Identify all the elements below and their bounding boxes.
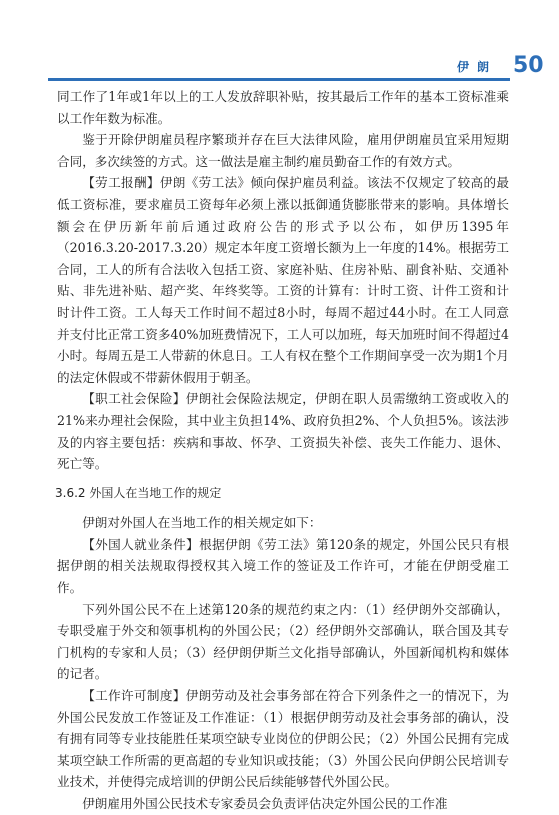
paragraph-short-term-contract: 鉴于开除伊朗雇员程序繁琐并存在巨大法律风险，雇用伊朗雇员宜采用短期合同，多次续签的方式。这一做法是雇主制约雇员勤奋工作的有效方式。 (57, 132, 509, 169)
paragraph-continuation: 同工作了1年或1年以上的工人发放辞职补贴，按其最后工作年的基本工资标准乘以工作年数为标准。 (57, 89, 509, 126)
paragraph-foreigner-intro: 伊朗对外国人在当地工作的相关规定如下： (82, 515, 322, 531)
section-heading: 3.6.2 外国人在当地工作的规定 (55, 485, 222, 500)
paragraph-expert-committee: 伊朗雇用外国公民技术专家委员会负责评估决定外国公民的工作准 (82, 796, 448, 811)
page-header (0, 0, 559, 82)
paragraph-social-insurance: 【职工社会保险】伊朗社会保险法规定，伊朗在职人员需缴纳工资或收入的21%来办理社会保险，其中业主负担14%、政府负担2%、个人负担5%。该法涉及的内容主要包括：疾病和事故、怀孕、工资损失补偿、丧失工作能力、退休、死亡等。 (57, 391, 509, 472)
page-body (57, 86, 509, 815)
paragraph-labor-compensation: 【劳工报酬】伊朗《劳工法》倾向保护雇员利益。该法不仅规定了较高的最低工资标准，要求雇员工资每年必须上涨以抵御通货膨胀带来的影响。具体增长额会在伊历新年前后通过政府公告的形式予以公布，如伊历1395年（2016.3.20-2017.3.20）规定本年度工资增长额为上一年度的14%。根据劳工合同，工人的所有合法收入包括工资、家庭补贴、住房补贴、副食补贴、交通补贴、非先进补贴、超产奖、年终奖等。工资的计算有：计时工资、计件工资和计时计件工资。工人每天工作时间不超过8小时，每周不超过44小时。在工人同意并支付比正常工资多40%加班费情况下，工人可以加班，每天加班时间不得超过4小时。每周五是工人带薪的休息日。工人有权在整个工作期间享受一次为期1个月的法定休假或不带薪休假用于朝圣。 (57, 175, 509, 385)
running-header-country: 伊朗 (457, 60, 498, 74)
paragraph-exemptions: 下列外国公民不在上述第120条的规范约束之内：（1）经伊朗外交部确认，专职受雇于外交和领事机构的外国公民；（2）经伊朗外交部确认，联合国及其专门机构的专家和人员；（3）经伊朗伊斯兰文化指导部确认，外国新闻机构和媒体的记者。 (57, 601, 509, 682)
paragraph-employment-conditions: 【外国人就业条件】根据伊朗《劳工法》第120条的规定，外国公民只有根据伊朗的相关法规取得授权其入境工作的签证及工作许可，才能在伊朗受雇工作。 (57, 536, 509, 596)
paragraph-work-permit: 【工作许可制度】伊朗劳动及社会事务部在符合下列条件之一的情况下，为外国公民发放工作签证及工作准证：（1）根据伊朗劳动及社会事务部的确认，没有拥有同等专业技能胜任某项空缺专业岗位的伊朗公民；（2）外国公民拥有完成某项空缺工作所需的更高超的专业知识或技能；（3）外国公民向伊朗公民培训专业技术，并使得完成培训的伊朗公民后续能够替代外国公民。 (57, 688, 509, 790)
header-divider (48, 78, 510, 81)
page-number: 50 (513, 53, 544, 78)
